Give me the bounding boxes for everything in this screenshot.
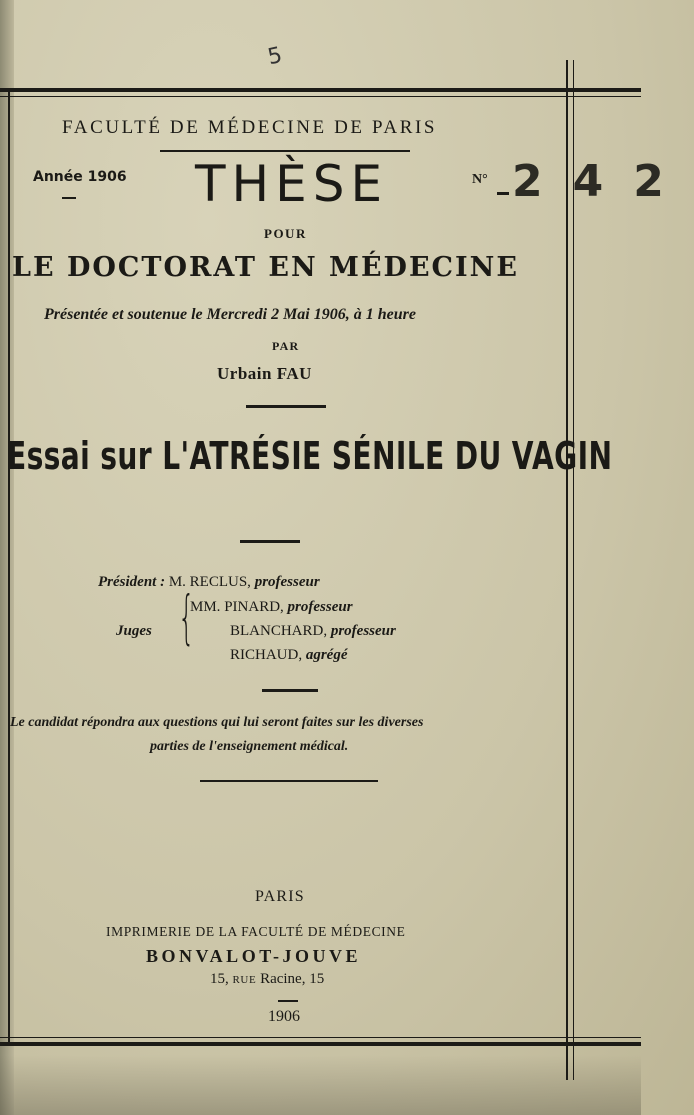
frame-left-line xyxy=(8,92,10,1042)
publisher-city: PARIS xyxy=(255,888,305,905)
separator-rule-1 xyxy=(246,405,326,408)
judges-brace: { xyxy=(178,583,195,651)
candidate-note-line-2: parties de l'enseignement médical. xyxy=(150,739,349,754)
judge-name: PINARD, xyxy=(224,599,284,615)
judge-role: agrégé xyxy=(305,647,348,663)
thesis-number: 242 xyxy=(512,156,694,207)
year-dash xyxy=(62,197,76,199)
judge-row-2 xyxy=(230,623,396,640)
number-label: N° xyxy=(472,172,488,187)
frame-right-line xyxy=(566,60,568,1080)
judge-row-3 xyxy=(230,647,348,664)
number-dash xyxy=(497,192,509,195)
frame-top-line-thin xyxy=(0,96,641,97)
page-bottom-shadow xyxy=(0,1055,641,1115)
separator-rule-3 xyxy=(262,689,318,692)
publication-year: 1906 xyxy=(268,1008,300,1025)
president-row xyxy=(98,574,320,591)
publisher-imprimerie: IMPRIMERIE DE LA FACULTÉ DE MÉDECINE xyxy=(106,924,406,939)
pour-label: POUR xyxy=(264,226,307,241)
candidate-note-line-1: Le candidat répondra aux questions qui lui seront faites sur les diverses xyxy=(10,715,424,730)
par-label: PAR xyxy=(272,339,300,353)
frame-top-line-thick xyxy=(0,88,641,92)
frame-right-line-outer xyxy=(573,60,574,1080)
president-prefix: M. xyxy=(168,574,186,590)
judges-label: Juges xyxy=(116,623,152,639)
presentation-line: Présentée et soutenue le Mercredi 2 Mai 1906, à 1 heure xyxy=(44,306,416,323)
publisher-name: BONVALOT-JOUVE xyxy=(146,946,362,966)
judge-name: BLANCHARD, xyxy=(230,623,328,639)
year-label: Année 1906 xyxy=(33,169,127,185)
judge-row-1 xyxy=(190,599,353,616)
judges-prefix: MM. xyxy=(190,599,221,615)
author-name: Urbain FAU xyxy=(217,364,312,383)
frame-bottom-line-thin xyxy=(0,1037,641,1038)
judge-role: professeur xyxy=(330,623,396,639)
faculty-underline xyxy=(160,150,410,152)
separator-rule-4 xyxy=(200,780,378,782)
president-label: Président : xyxy=(98,574,166,590)
page-left-edge xyxy=(0,0,14,1115)
separator-rule-2 xyxy=(240,540,300,543)
degree-title: LE DOCTORAT EN MÉDECINE xyxy=(12,252,519,283)
year-dash-rule xyxy=(278,1000,298,1002)
judge-role: professeur xyxy=(287,599,353,615)
frame-bottom-line-thick xyxy=(0,1042,641,1046)
faculty-name: FACULTÉ DE MÉDECINE DE PARIS xyxy=(62,117,438,138)
president-name: RECLUS, xyxy=(189,574,251,590)
president-role: professeur xyxy=(254,574,320,590)
handwritten-mark: 5 xyxy=(265,42,285,71)
these-title: THÈSE xyxy=(195,155,389,213)
judge-name: RICHAUD, xyxy=(230,647,303,663)
thesis-title: Essai sur L'ATRÉSIE SÉNILE DU VAGIN xyxy=(7,434,613,478)
publisher-address: 15, RUE Racine, 15 xyxy=(210,971,325,987)
